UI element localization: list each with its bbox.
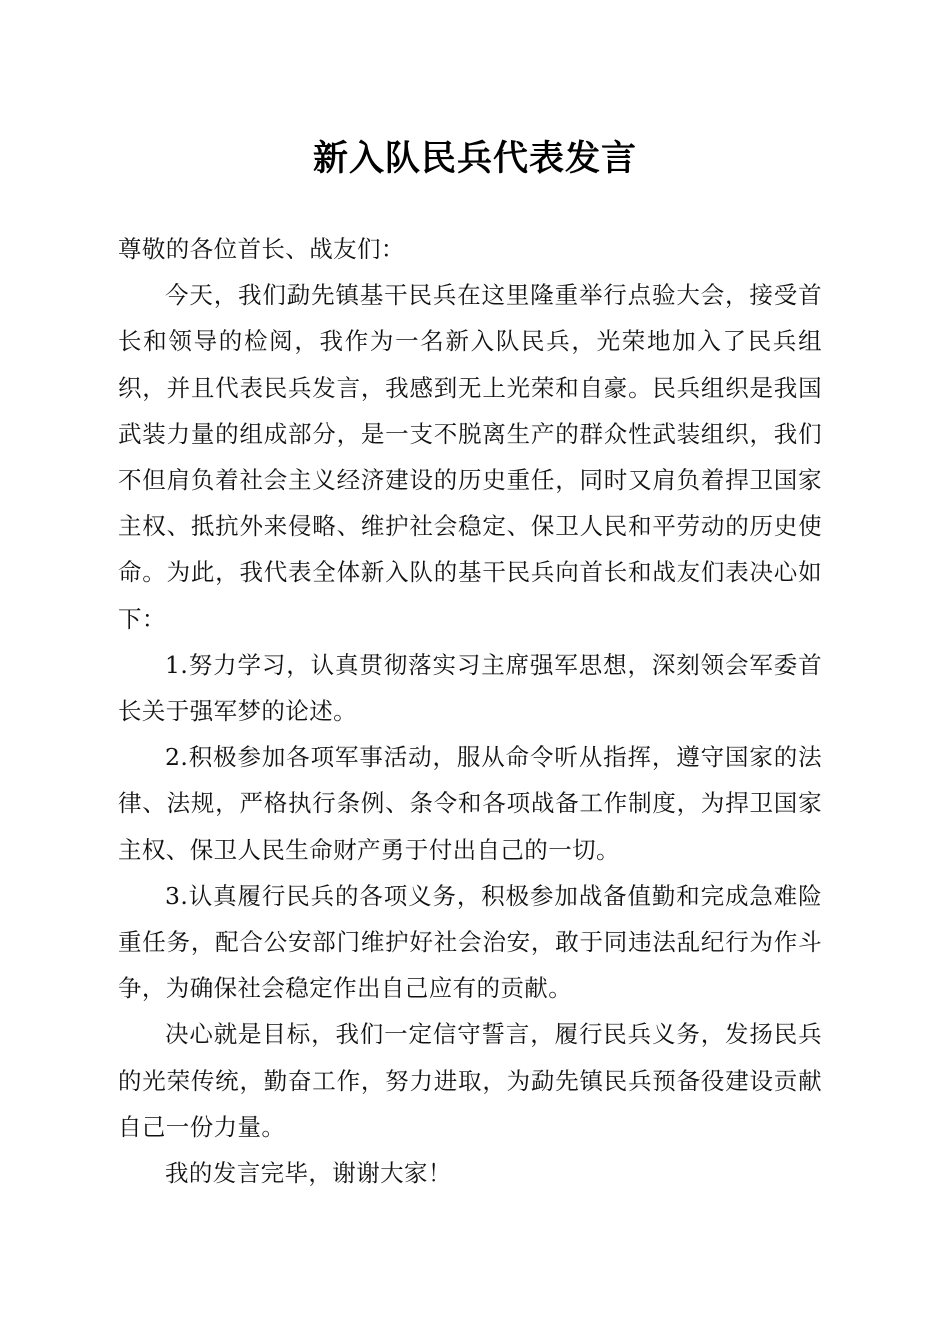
paragraph-item-1: 1.努力学习，认真贯彻落实习主席强军思想，深刻领会军委首长关于强军梦的论述。 (118, 650, 822, 726)
paragraph-resolution: 决心就是目标，我们一定信守誓言，履行民兵义务，发扬民兵的光荣传统，勤奋工作，努力进取，为勐先镇民兵预备役建设贡献自己一份力量。 (118, 1020, 822, 1141)
paragraph-item-3: 3.认真履行民兵的各项义务，积极参加战备值勤和完成急难险重任务，配合公安部门维护好社会治安，敢于同违法乱纪行为作斗争，为确保社会稳定作出自己应有的贡献。 (118, 881, 822, 1003)
document-title: 新入队民兵代表发言 (312, 138, 637, 179)
paragraph-intro: 今天，我们勐先镇基干民兵在这里隆重举行点验大会，接受首长和领导的检阅，我作为一名新入队民兵，光荣地加入了民兵组织，并且代表民兵发言，我感到无上光荣和自豪。民兵组织是我国武装力量的组成部分，是一支不脱离生产的群众性武装组织，我们不但肩负着社会主义经济建设的历史重任，同时又肩负着捍卫国家主权、抵抗外来侵略、维护社会稳定、保卫人民和平劳动的历史使命。为此，我代表全体新入队的基干民兵向首长和战友们表决心如下： (118, 281, 822, 633)
document-body (118, 226, 822, 1196)
salutation: 尊敬的各位首长、战友们： (118, 235, 405, 263)
paragraph-closing: 我的发言完毕，谢谢大家！ (165, 1159, 452, 1188)
paragraph-item-2: 2.积极参加各项军事活动，服从命令听从指挥，遵守国家的法律、法规，严格执行条例、条令和各项战备工作制度，为捍卫国家主权、保卫人民生命财产勇于付出自己的一切。 (118, 743, 822, 864)
